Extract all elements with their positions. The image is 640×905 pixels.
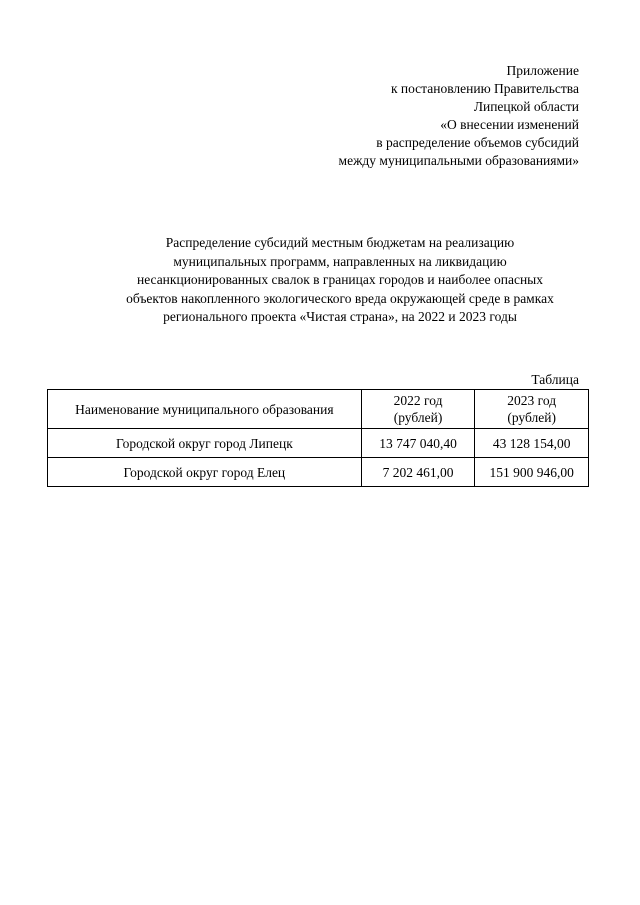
row-municipality: Городской округ город Елец <box>48 458 362 487</box>
subsidies-table <box>47 389 589 487</box>
title-line: Распределение субсидий местным бюджетам на реализацию <box>165 235 515 250</box>
header-2023-year: 2023 год <box>507 393 557 408</box>
table-caption: Таблица <box>531 372 579 387</box>
appendix-line: «О внесении изменений <box>440 117 579 132</box>
header-2022-unit: (рублей) <box>393 410 443 425</box>
appendix-line: Липецкой области <box>473 99 579 114</box>
appendix-line: в распределение объемов субсидий <box>376 135 579 150</box>
table-row <box>48 458 589 487</box>
appendix-line: к постановлению Правительства <box>390 81 579 96</box>
header-name: Наименование муниципального образования <box>48 390 362 429</box>
row-value-2022: 13 747 040,40 <box>361 429 475 458</box>
row-value-2022: 7 202 461,00 <box>361 458 475 487</box>
header-2023 <box>475 390 589 429</box>
title-line: муниципальных программ, направленных на ликвидацию <box>173 253 507 269</box>
title-line: объектов накопленного экологического вреда окружающей среде в рамках <box>126 290 554 306</box>
title-line: несанкционированных свалок в границах городов и наиболее опасных <box>136 272 543 287</box>
appendix-line: Приложение <box>506 63 579 78</box>
appendix-line: между муниципальными образованиями» <box>338 153 579 168</box>
table-header-row <box>48 390 589 429</box>
document-title <box>60 234 620 327</box>
table-row <box>48 429 589 458</box>
row-value-2023: 43 128 154,00 <box>475 429 589 458</box>
row-value-2023: 151 900 946,00 <box>475 458 589 487</box>
appendix-block <box>339 62 579 170</box>
header-2022-year: 2022 год <box>393 393 443 408</box>
title-line: регионального проекта «Чистая страна», на 2022 и 2023 годы <box>163 309 517 324</box>
header-2023-unit: (рублей) <box>507 410 556 425</box>
header-2022 <box>361 390 475 429</box>
row-municipality: Городской округ город Липецк <box>48 429 362 458</box>
